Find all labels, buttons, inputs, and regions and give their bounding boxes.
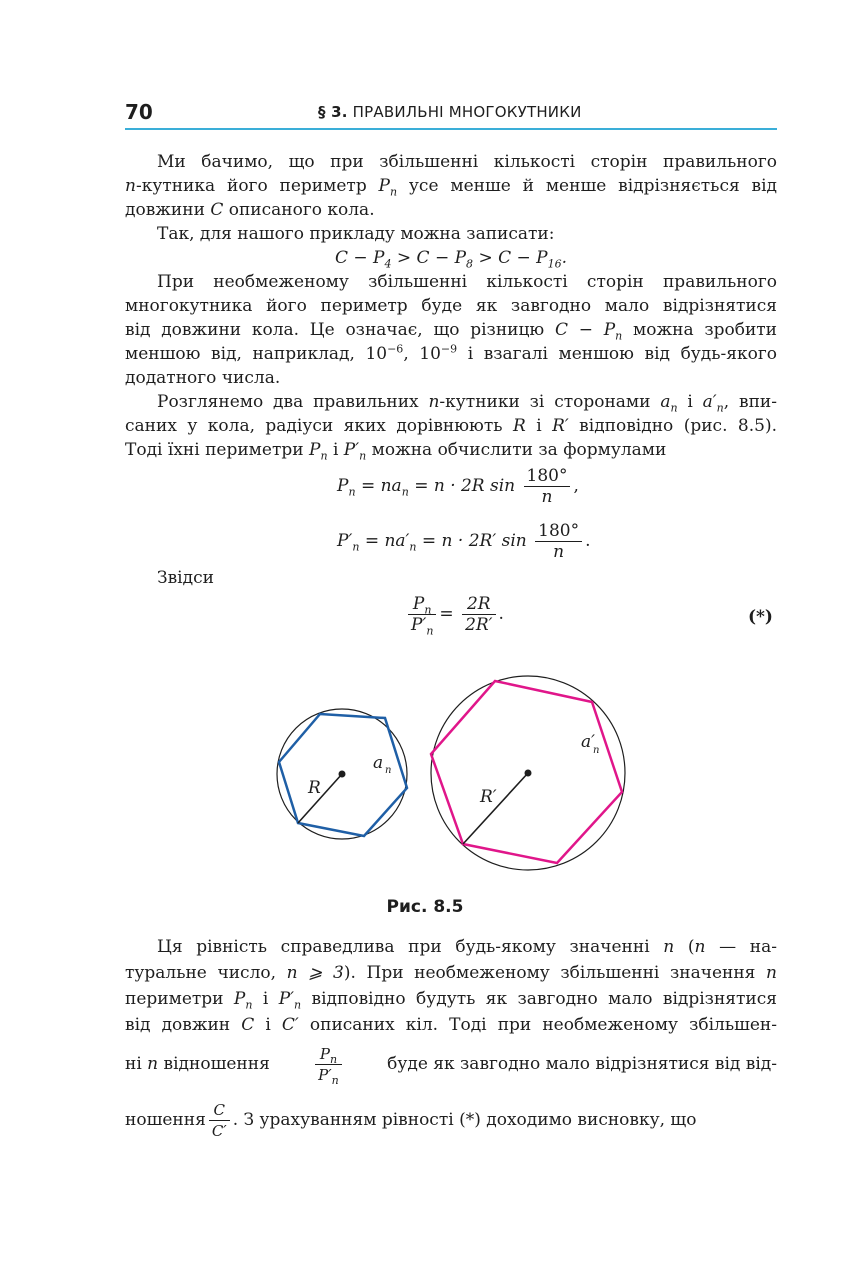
math-sub: n: [348, 485, 356, 499]
text-span: відповідно будуть як завгодно мало відрізнятися: [301, 989, 777, 1009]
label-a-prime: a′: [581, 732, 595, 752]
math-sub: n: [401, 485, 409, 499]
label-a-sub: n: [385, 765, 392, 776]
large-center: [525, 770, 532, 777]
numerator: [209, 1100, 230, 1121]
math-var: R: [512, 416, 526, 436]
text-span: довжини: [125, 200, 211, 220]
math-expr: 2R′: [465, 615, 493, 635]
math-var: P: [309, 440, 321, 460]
text-span: (: [674, 937, 695, 957]
text-line: периметри $P_n$ і $P'_n$ відповідно будуть як завгодно мало відрізнятися: [125, 989, 777, 1012]
text-span: і: [252, 989, 279, 1009]
numerator: $P_n$: [408, 594, 436, 615]
text-span: туральне число,: [125, 963, 287, 983]
text-span: ношення: [125, 1110, 206, 1130]
formula-perimeter-prime: $P'_n = na'_n = n \cdot 2R'$ sin $\frac{180^\circ}{n}$ .: [337, 521, 591, 562]
text-span: відповідно (рис. 8.5).: [568, 416, 777, 436]
text-span: — на-: [705, 937, 777, 957]
text-span: буде як завгодно мало відрізнятися від від-: [387, 1054, 777, 1074]
math-var: n: [428, 392, 440, 412]
denominator: $P'_n$: [318, 1065, 339, 1087]
math-sub: n: [331, 1073, 339, 1087]
math-expr: n ⩾ 3: [286, 963, 344, 983]
text-span: описаного кола.: [223, 200, 375, 220]
text-line: додатного числа.: [125, 368, 281, 388]
text-span: і: [254, 1015, 282, 1035]
section-mark: § 3.: [318, 103, 348, 121]
math-var: n: [694, 937, 706, 957]
text-span: Тоді їхні периметри: [125, 440, 309, 460]
text-span: відношення: [158, 1054, 270, 1074]
math-var: a′: [702, 392, 717, 412]
ratio-line-2: [125, 1096, 777, 1144]
label-R-prime: R′: [480, 787, 497, 807]
text-span: усе менше й менше відрізняється від: [397, 176, 777, 196]
math-sub: n: [615, 329, 623, 343]
text-line: [125, 934, 777, 960]
math-var: P: [378, 176, 390, 196]
math-var: C: [210, 200, 224, 220]
text-span: ). При необмеженому збільшенні значення: [343, 963, 767, 983]
math-sub: n: [716, 401, 724, 415]
text-line: Так, для нашого прикладу можна записати:: [157, 224, 555, 244]
numerator: 180°: [524, 466, 571, 487]
text-span: -кутника його периметр: [135, 176, 379, 196]
math-sub: n: [245, 998, 253, 1012]
text-span: описаних кіл. Тоді при необмеженому збільшен-: [298, 1015, 778, 1035]
math-var: n: [663, 937, 675, 957]
formula-ratio: $\frac{P_n}{P'_n}$ = $\frac{2R}{2R'}$ .: [405, 594, 504, 635]
text-span: -кутники зі сторонами: [439, 392, 661, 412]
math-var: C: [213, 1100, 226, 1119]
text-span: ні: [125, 1054, 148, 1074]
text-span: і: [327, 440, 344, 460]
label-R: R: [308, 778, 321, 798]
math-var: P′: [343, 440, 360, 460]
exponent: −6: [387, 342, 404, 356]
math-sub: n: [409, 540, 417, 554]
math-sub: n: [390, 185, 398, 199]
text-span: , 10: [403, 344, 441, 364]
fraction: [315, 1044, 342, 1085]
math-expr: C − P: [554, 320, 616, 340]
math-expr: 2R: [466, 594, 491, 614]
math-expr: = n · 2R sin: [414, 476, 516, 496]
denominator: $P'_n$: [411, 615, 434, 638]
denominator: n: [553, 542, 565, 562]
large-radius: [463, 773, 528, 844]
text-line: Ми бачимо, що при збільшенні кількості сторін правильного: [157, 152, 777, 172]
fraction: [209, 1100, 230, 1141]
math-sub: n: [426, 624, 434, 638]
text-span: . З урахуванням рівності (*) доходимо висновку, що: [232, 1110, 697, 1130]
ratio-line-1: [125, 1040, 777, 1088]
math-expr: = na: [360, 476, 402, 496]
text-span: і взагалі меншою від будь-якого: [457, 344, 777, 364]
math-expr: = na′: [364, 531, 410, 551]
text-span: Розглянемо два правильних: [157, 392, 429, 412]
text-span: від довжин: [125, 1015, 242, 1035]
page-number: 70: [125, 100, 153, 124]
numerator: $P_n$: [315, 1044, 342, 1065]
math-sub: n: [359, 449, 367, 463]
math-var: C: [241, 1015, 255, 1035]
label-a: a: [373, 753, 384, 773]
math-sub: n: [670, 401, 678, 415]
math-var: R′: [552, 416, 569, 436]
text-span: периметри: [125, 989, 234, 1009]
text-line: від довжин C і C′ описаних кіл. Тоді при необмеженому збільшен-: [125, 1015, 778, 1035]
text-span: , впи-: [723, 392, 777, 412]
math-sub: n: [329, 1052, 338, 1066]
text-span: і: [677, 392, 703, 412]
paragraph-5: [125, 934, 777, 1038]
text-line: Звідси: [157, 568, 214, 588]
text-span: Ця рівність справедлива при будь-якому значенні: [157, 937, 664, 957]
math-var: n: [125, 176, 136, 196]
text-line: [125, 1040, 777, 1088]
text-span: саних у кола, радіуси яких дорівнюють: [125, 416, 513, 436]
text-span: [125, 1040, 270, 1088]
small-center: [339, 771, 346, 778]
math-sub: n: [294, 998, 302, 1012]
text-line: [125, 1096, 777, 1144]
section-title: ПРАВИЛЬНІ МНОГОКУТНИКИ: [352, 103, 582, 121]
text-span: можна зробити: [622, 320, 778, 340]
figure-caption: Рис. 8.5: [386, 897, 464, 917]
denominator: n: [541, 487, 553, 507]
math-var: n: [147, 1054, 159, 1074]
math-var: a: [660, 392, 671, 412]
math-sub: n: [424, 603, 432, 617]
exponent: −9: [440, 342, 458, 356]
equation-tag: (*): [748, 607, 773, 627]
math-expr: = n · 2R′ sin: [421, 531, 527, 551]
text-line: многокутника його периметр буде як завгодно мало відрізнятися: [125, 296, 777, 316]
math-var: n: [766, 963, 777, 983]
label-a-prime-sub: n: [593, 745, 600, 756]
text-span: меншою від, наприклад, 10: [125, 344, 388, 364]
numerator: 180°: [535, 521, 582, 542]
math-sub: n: [352, 540, 360, 554]
math-sub: n: [320, 449, 328, 463]
text-line: При необмеженому збільшенні кількості сторін правильного: [157, 272, 777, 292]
formula-perimeter: $P_n = na_n = n \cdot 2R$ sin $\frac{180^\circ}{n}$ ,: [337, 466, 579, 507]
denominator: C′: [211, 1121, 227, 1140]
text-span: від довжини кола. Це означає, що різницю: [125, 320, 555, 340]
text-span: можна обчислити за формулами: [366, 440, 667, 460]
text-span: і: [525, 416, 553, 436]
text-line: [125, 960, 777, 986]
inequality: $C - P_4 > C - P_8 > C - P_{16}$.: [334, 248, 568, 271]
